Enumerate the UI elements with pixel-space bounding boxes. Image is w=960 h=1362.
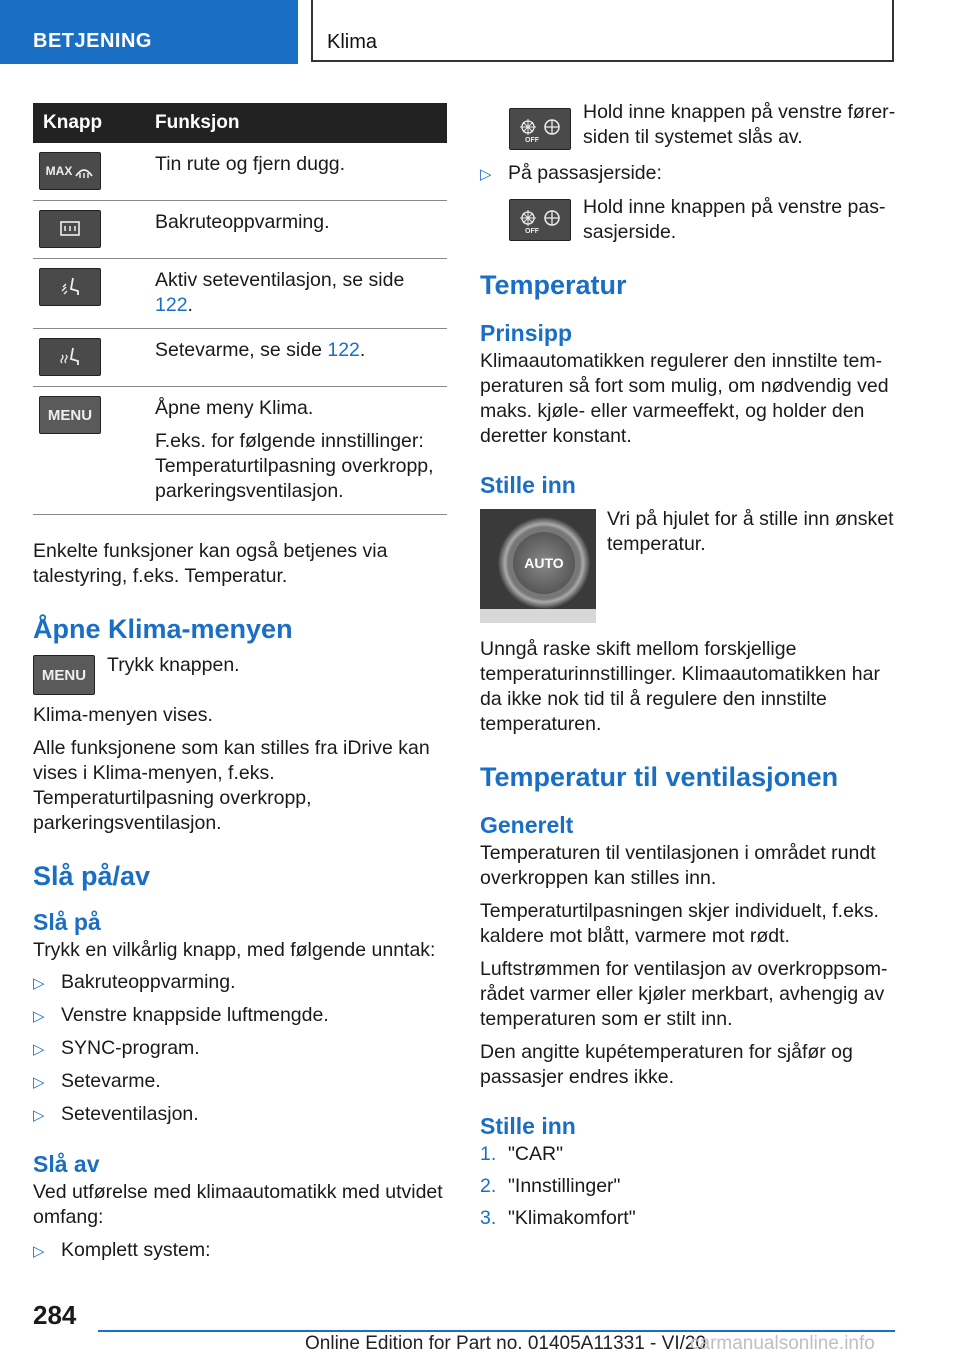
off-passenger-text: Hold inne knappen på venstre passasjerside. [583, 196, 886, 243]
page-link[interactable]: 122 [155, 294, 188, 316]
table-header [33, 103, 447, 143]
menu-step [33, 655, 447, 695]
list-item: ▷ Bakruteoppvarming. [33, 971, 236, 993]
footer-divider [98, 1330, 895, 1332]
section-tab [0, 0, 298, 64]
table-row [33, 201, 447, 259]
on-text: Trykk en vilkårlig knapp, med følgende unntak: [33, 939, 436, 961]
svg-text:OFF: OFF [525, 228, 539, 235]
fan-off-icon [509, 108, 571, 150]
rear-defrost-icon [39, 210, 101, 248]
function-note: F.eks. for følgende innstillinger: Temperaturtilpasning overkropp, parkeringsventilasjon. [155, 430, 434, 502]
list-item: ▷ Venstre knappside luftmengde. [33, 1004, 329, 1026]
watermark: carmanualsonline.info [690, 1333, 875, 1354]
page-link[interactable]: 122 [327, 339, 360, 361]
heading-on: Slå på [33, 909, 101, 935]
table-row: Setevarme, se side 122. [33, 329, 447, 387]
fan-off-icon [509, 199, 571, 241]
list-item: ▷ Setevarme. [33, 1070, 161, 1092]
list-item: 2. "Innstillinger" [480, 1175, 621, 1197]
chapter-tab [311, 0, 894, 62]
heading-set: Stille inn [480, 472, 576, 498]
table-row [33, 387, 447, 515]
function-text: Aktiv seteventilasjon, se side [155, 269, 405, 291]
menu-icon: MENU [33, 655, 95, 695]
seat-ventilation-icon [39, 268, 101, 306]
function-text: Setevarme, se side [155, 339, 322, 361]
off-text: Ved utførelse med klimaautomatikk med utvidet omfang: [33, 1181, 443, 1228]
header-button: Knapp [33, 103, 155, 143]
function-table [33, 103, 447, 515]
general-text-4: Den angitte kupétemperaturen for sjåfør og passasjer endres ikke. [480, 1041, 853, 1088]
header-function: Funksjon [155, 103, 447, 143]
general-text-2: Temperaturtilpasningen skjer individuelt, f.eks. kaldere mot blått, varmere mot rødt. [480, 900, 879, 947]
menu-shown-text: Klima-menyen vises. [33, 704, 213, 726]
general-text-1: Temperaturen til ventilasjonen i området rundt overkroppen kan stilles inn. [480, 842, 876, 889]
right-column [480, 100, 896, 1231]
list-item: ▷ Komplett system: [33, 1239, 211, 1261]
heading-vent-temperature: Temperatur til ventilasjonen [480, 762, 839, 792]
list-item: 1. "CAR" [480, 1143, 564, 1165]
function-text: Bakruteoppvarming. [155, 211, 330, 233]
set-text: Vri på hjulet for å stille inn ønsket temperatur. [607, 508, 894, 555]
heading-open-menu: Åpne Klima-menyen [33, 614, 293, 644]
off-driver-text: Hold inne knappen på venstre førersiden til systemet slås av. [583, 101, 896, 148]
temperature-knob-image: AUTO [480, 509, 596, 623]
chapter-title: Klima [327, 31, 378, 53]
all-functions-text: Alle funksjonene som kan stilles fra iDrive kan vises i Klima-menyen, f.eks. Temperaturtilpasning overkropp, parkeringsventilasjon. [33, 737, 430, 834]
principle-text: Klimaautomatikken regulerer den innstilte temperaturen så fort som mulig, om nødvendig ved maks. kjøle- eller varmeeffekt, og holder den deretter konstant. [480, 350, 889, 447]
heading-on-off: Slå på/av [33, 861, 151, 891]
function-text: Tin rute og fjern dugg. [155, 153, 346, 175]
list-item: ▷ På passasjerside: [480, 162, 662, 184]
page-number: 284 [33, 1300, 77, 1330]
on-exceptions-list [33, 970, 447, 1128]
menu-icon: MENU [39, 396, 101, 434]
off-step-driver [480, 100, 896, 150]
svg-text:OFF: OFF [525, 137, 539, 144]
heading-off: Slå av [33, 1151, 100, 1177]
heading-temperature: Temperatur [480, 270, 627, 300]
section-title: BETJENING [33, 30, 152, 52]
footer-edition: Online Edition for Part no. 01405A11331 - VI/20 [305, 1333, 707, 1354]
general-text-3: Luftstrømmen for ventilasjon av overkroppsområdet varmer eller kjøler merkbart, avhengig av temperaturen som er stilt inn. [480, 958, 888, 1030]
avoid-text: Unngå raske skift mellom forskjellige temperaturinnstillinger. Klimaautomatikken har da ikke nok tid til å regulere den innstilte temperaturen. [480, 638, 880, 735]
heading-set-2: Stille inn [480, 1113, 576, 1139]
list-item: ▷ SYNC-program. [33, 1037, 200, 1059]
left-column [33, 103, 447, 1264]
table-row [33, 143, 447, 201]
list-item: 3. "Klimakomfort" [480, 1207, 636, 1229]
press-text: Trykk knappen. [107, 654, 240, 676]
set-step [480, 509, 896, 623]
off-step-passenger [480, 195, 896, 245]
function-text: Åpne meny Klima. [155, 397, 314, 419]
max-defrost-icon: MAX [39, 152, 101, 190]
seat-heating-icon [39, 338, 101, 376]
list-item: ▷ Seteventilasjon. [33, 1103, 199, 1125]
heading-principle: Prinsipp [480, 320, 573, 346]
intro-text: Enkelte funksjoner kan også betjenes via talestyring, f.eks. Temperatur. [33, 540, 388, 587]
steps-list [480, 1142, 896, 1231]
heading-general: Generelt [480, 812, 574, 838]
table-row: Aktiv seteventilasjon, se side 122. [33, 259, 447, 329]
